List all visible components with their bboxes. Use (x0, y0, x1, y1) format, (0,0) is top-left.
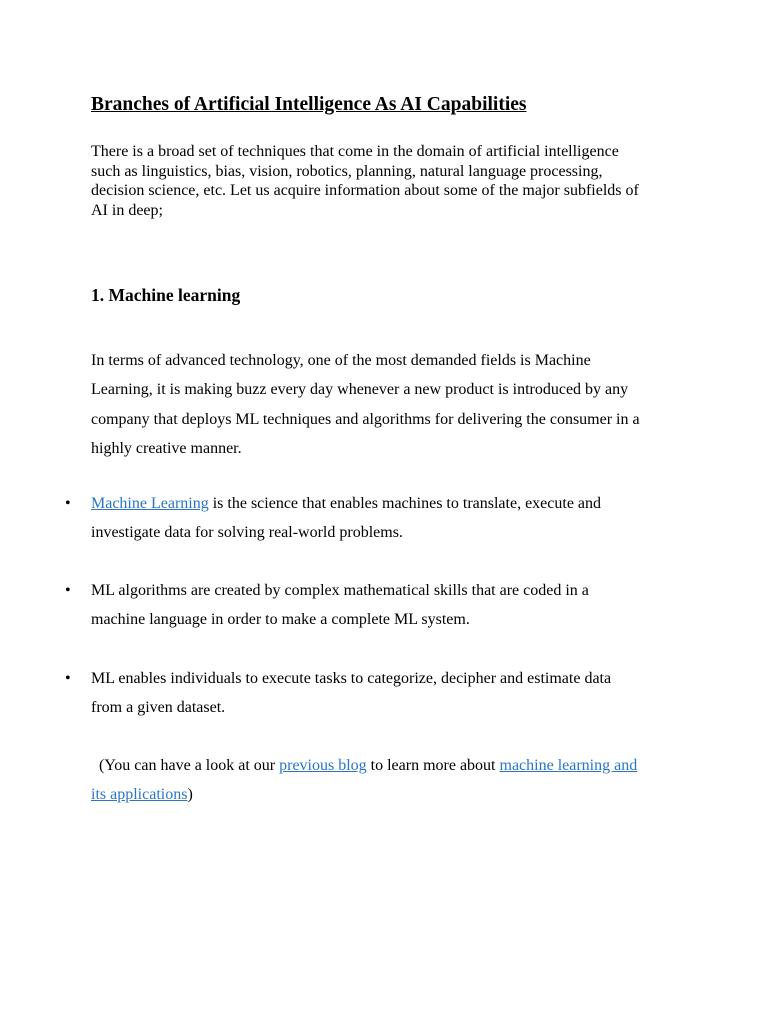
list-item-line: investigate data for solving real-world problems. (91, 524, 403, 542)
list-item-line: ML enables individuals to execute tasks to categorize, decipher and estimate data (91, 670, 612, 687)
note-text: (You can have a look at our (91, 757, 280, 774)
list-item-line (91, 489, 701, 518)
note-line (91, 751, 701, 780)
bullet-icon: • (65, 670, 71, 687)
reference-note (91, 751, 701, 810)
list-item (65, 576, 701, 635)
previous-blog-link[interactable]: previous blog (279, 757, 367, 774)
list-item-line: ML algorithms are created by complex mathematical skills that are coded in a (91, 582, 589, 599)
section-heading-machine-learning: 1. Machine learning (91, 285, 241, 305)
note-text: ) (187, 786, 193, 804)
bullet-icon: • (65, 495, 71, 512)
intro-line: decision science, etc. Let us acquire information about some of the major subfields of (91, 182, 639, 199)
paragraph-line: highly creative manner. (91, 439, 242, 457)
list-item-text: is the science that enables machines to translate, execute and (208, 495, 602, 512)
page-title: Branches of Artificial Intelligence As AI Capabilities (91, 94, 527, 115)
paragraph-line: In terms of advanced technology, one of the most demanded fields is Machine (91, 352, 591, 369)
intro-line: There is a broad set of techniques that come in the domain of artificial intelligence (91, 143, 619, 160)
intro-paragraph (91, 142, 691, 220)
intro-line: such as linguistics, bias, vision, robotics, planning, natural language processing, (91, 162, 603, 180)
bullet-icon: • (65, 582, 71, 599)
ml-applications-link[interactable]: its applications (91, 786, 188, 804)
list-item-line: machine language in order to make a complete ML system. (91, 611, 470, 629)
list-item (65, 489, 701, 548)
paragraph-line: company that deploys ML techniques and algorithms for delivering the consumer in a (91, 410, 640, 428)
ml-applications-link[interactable]: machine learning and (499, 757, 638, 774)
note-text: to learn more about (366, 757, 500, 774)
machine-learning-link[interactable]: Machine Learning (91, 495, 209, 512)
machine-learning-paragraph (91, 346, 701, 463)
list-item (65, 664, 701, 723)
note-line (91, 780, 701, 809)
intro-line: AI in deep; (91, 201, 163, 219)
paragraph-line: Learning, it is making buzz every day whenever a new product is introduced by any (91, 381, 629, 399)
list-item-line: from a given dataset. (91, 699, 226, 717)
